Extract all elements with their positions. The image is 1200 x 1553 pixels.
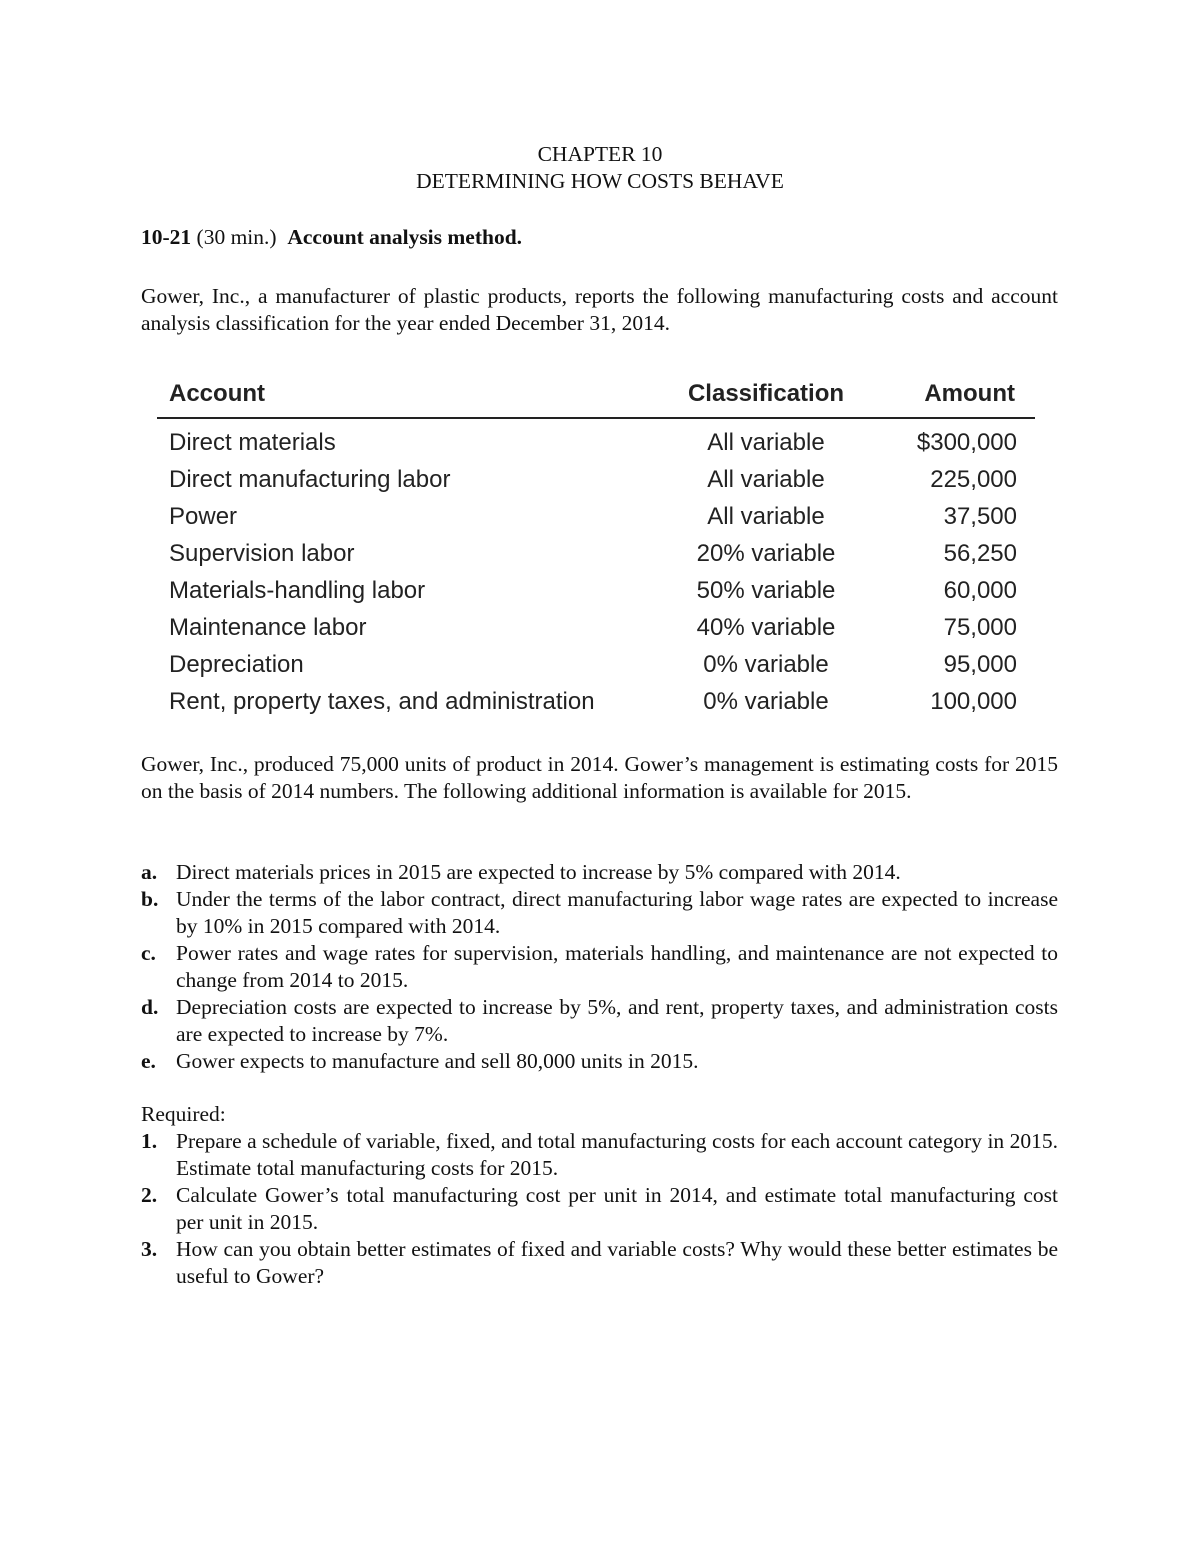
table-row — [157, 682, 1035, 719]
chapter-title: DETERMINING HOW COSTS BEHAVE — [416, 169, 784, 193]
cell-amount: 95,000 — [943, 651, 1017, 678]
list-item — [141, 1048, 1058, 1075]
list-marker: b. — [141, 887, 159, 911]
header-account: Account — [169, 380, 265, 407]
cell-classification: 0% variable — [703, 688, 829, 715]
cell-account: Power — [169, 503, 238, 530]
cell-account: Maintenance labor — [169, 614, 367, 641]
list-item — [141, 994, 1058, 1048]
list-text: Depreciation costs are expected to increase by 5%, and rent, property taxes, and administration costs are expected to increase by 7%. — [176, 995, 1058, 1046]
cell-amount: 225,000 — [930, 466, 1017, 493]
table-header — [157, 376, 1035, 419]
list-marker: d. — [141, 995, 159, 1019]
table-row — [157, 497, 1035, 534]
intro-paragraph: Gower, Inc., a manufacturer of plastic products, reports the following manufacturing costs and account analysis classification for the year ended December 31, 2014. — [141, 284, 1058, 335]
cell-amount: 60,000 — [943, 577, 1017, 604]
cell-classification: 50% variable — [696, 577, 836, 604]
cell-classification: All variable — [707, 466, 825, 493]
list-item — [141, 859, 1058, 886]
assumptions-list — [141, 859, 1058, 1075]
cell-account: Direct materials — [169, 429, 336, 456]
required-label: Required: — [141, 1102, 226, 1126]
table-row — [157, 571, 1035, 608]
list-item — [141, 940, 1058, 994]
list-item — [141, 886, 1058, 940]
list-text: Under the terms of the labor contract, direct manufacturing labor wage rates are expected to increase by 10% in 2015 compared with 2014. — [176, 887, 1058, 938]
cell-amount: 75,000 — [943, 614, 1017, 641]
problem-number: 10-21 — [141, 225, 192, 249]
list-item — [141, 1182, 1058, 1236]
cell-account: Materials-handling labor — [169, 577, 426, 604]
list-item — [141, 1128, 1058, 1182]
list-text: How can you obtain better estimates of fixed and variable costs? Why would these better estimates be useful to Gower? — [176, 1237, 1058, 1288]
header-amount: Amount — [924, 380, 1015, 407]
cell-classification: 40% variable — [696, 614, 836, 641]
table-row — [157, 534, 1035, 571]
list-text: Gower expects to manufacture and sell 80,000 units in 2015. — [176, 1049, 699, 1073]
list-marker: e. — [141, 1049, 156, 1073]
table-row — [157, 608, 1035, 645]
list-text: Power rates and wage rates for supervision, materials handling, and maintenance are not expected to change from 2014 to 2015. — [176, 941, 1058, 992]
list-marker: 1. — [141, 1129, 158, 1153]
list-text: Direct materials prices in 2015 are expected to increase by 5% compared with 2014. — [176, 860, 901, 884]
cell-account: Supervision labor — [169, 540, 355, 567]
production-paragraph: Gower, Inc., produced 75,000 units of product in 2014. Gower’s management is estimating costs for 2015 on the basis of 2014 numbers. The following additional information is available for 2015. — [141, 752, 1058, 803]
list-item — [141, 1236, 1058, 1290]
required-list — [141, 1128, 1058, 1290]
cell-amount: 37,500 — [943, 503, 1017, 530]
problem-time: (30 min.) — [196, 225, 277, 249]
table-row — [157, 423, 1035, 460]
problem-title: Account analysis method. — [287, 225, 523, 249]
list-marker: a. — [141, 860, 158, 884]
list-marker: c. — [141, 941, 156, 965]
cost-table — [157, 376, 1035, 719]
table-body — [157, 419, 1035, 719]
header-classification: Classification — [687, 380, 845, 407]
cell-account: Direct manufacturing labor — [169, 466, 451, 493]
cell-account: Depreciation — [169, 651, 304, 678]
list-text: Prepare a schedule of variable, fixed, and total manufacturing costs for each account category in 2015. Estimate total manufacturing costs for 2015. — [176, 1129, 1058, 1180]
cell-account: Rent, property taxes, and administration — [169, 688, 595, 715]
cell-amount: 100,000 — [930, 688, 1017, 715]
problem-heading — [141, 224, 522, 251]
table-row — [157, 460, 1035, 497]
cell-classification: All variable — [707, 503, 825, 530]
chapter-number: CHAPTER 10 — [537, 142, 663, 166]
cell-amount: $300,000 — [916, 429, 1017, 456]
list-marker: 3. — [141, 1237, 158, 1261]
cell-classification: All variable — [707, 429, 825, 456]
cell-classification: 20% variable — [696, 540, 836, 567]
cell-classification: 0% variable — [703, 651, 829, 678]
table-row — [157, 645, 1035, 682]
list-text: Calculate Gower’s total manufacturing cost per unit in 2014, and estimate total manufacturing cost per unit in 2015. — [176, 1183, 1058, 1234]
chapter-heading — [0, 141, 1200, 195]
list-marker: 2. — [141, 1183, 158, 1207]
cell-amount: 56,250 — [943, 540, 1017, 567]
